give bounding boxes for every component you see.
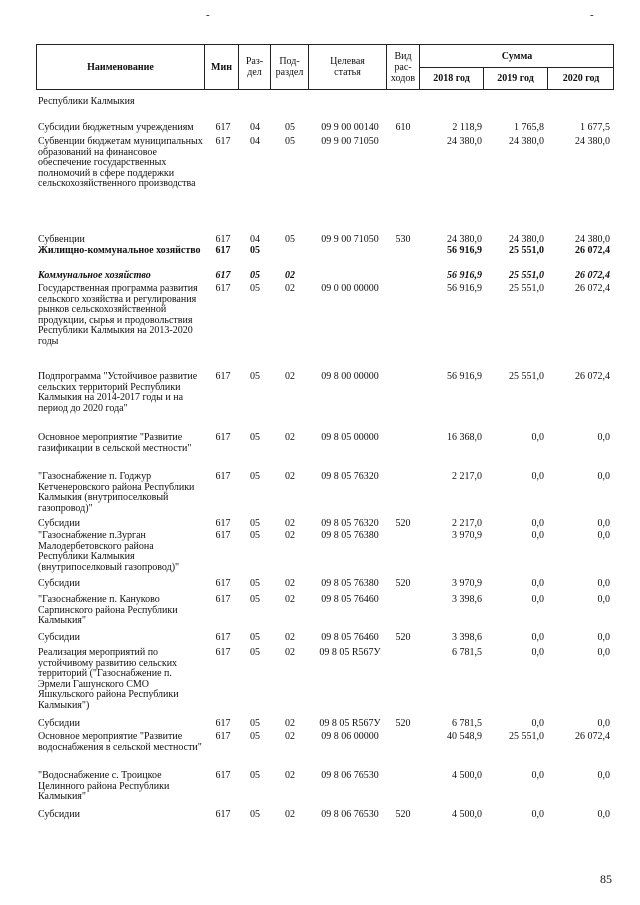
cell-y3: 0,0 [597, 432, 610, 443]
cell-min: 617 [215, 770, 231, 781]
cell-name: Реализация мероприятий по устойчивому развитию сельских территорий ("Газоснабжение п. Эрмели Гашунского СМО Яшкульского района Республики Калмыкия") [38, 647, 179, 711]
cell-min: 617 [215, 718, 231, 729]
cell-tgt: 09 9 00 00140 [321, 122, 379, 133]
cell-min: 617 [215, 432, 231, 443]
cell-y1: 3 398,6 [452, 632, 482, 643]
cell-pr: 05 [285, 234, 295, 245]
cell-name: Основное мероприятие "Развитие водоснабжения в сельской местности" [38, 731, 202, 753]
cell-tgt: 09 9 00 71050 [321, 136, 379, 147]
cell-y2: 25 551,0 [509, 245, 544, 256]
cell-name: "Газоснабжение п. Кануково Сарпинского района Республики Калмыкия" [38, 594, 178, 627]
cell-pr: 02 [285, 530, 295, 541]
cell-y1: 4 500,0 [452, 770, 482, 781]
cell-y2: 0,0 [531, 809, 544, 820]
cell-pr: 02 [285, 632, 295, 643]
cell-y3: 0,0 [597, 471, 610, 482]
cell-rz: 05 [250, 718, 260, 729]
cell-tgt: 09 8 05 00000 [321, 432, 379, 443]
header-vid: Вид рас- ходов [387, 45, 420, 89]
header-min: Мин [205, 45, 239, 89]
cell-vr: 520 [395, 632, 411, 643]
cell-y2: 25 551,0 [509, 270, 544, 281]
cell-rz: 05 [250, 647, 260, 658]
cell-tgt: 09 8 06 00000 [321, 731, 379, 742]
cell-vr: 610 [395, 122, 411, 133]
cell-y3: 26 072,4 [575, 283, 610, 294]
cell-min: 617 [215, 136, 231, 147]
cell-vr: 520 [395, 518, 411, 529]
cell-vr: 520 [395, 578, 411, 589]
cell-name: Основное мероприятие "Развитие газификации в сельской местности" [38, 432, 192, 454]
cell-vr: 520 [395, 718, 411, 729]
cell-min: 617 [215, 632, 231, 643]
cell-y3: 1 677,5 [580, 122, 610, 133]
cell-y3: 0,0 [597, 718, 610, 729]
cell-y1: 3 970,9 [452, 578, 482, 589]
cell-rz: 05 [250, 809, 260, 820]
cell-pr: 02 [285, 518, 295, 529]
cell-y1: 24 380,0 [447, 136, 482, 147]
cell-rz: 05 [250, 731, 260, 742]
cell-y2: 0,0 [531, 647, 544, 658]
cell-rz: 04 [250, 136, 260, 147]
cell-rz: 04 [250, 234, 260, 245]
cell-y3: 0,0 [597, 578, 610, 589]
header-podrazdel: Под- раздел [271, 45, 309, 89]
header-year-2019: 2019 год [484, 67, 548, 89]
cell-y1: 40 548,9 [447, 731, 482, 742]
cell-pr: 05 [285, 122, 295, 133]
cell-vr: 520 [395, 809, 411, 820]
cell-rz: 05 [250, 518, 260, 529]
cell-y1: 2 118,9 [452, 122, 482, 133]
cell-vr: 530 [395, 234, 411, 245]
cell-name: "Газоснабжение п. Годжур Кетченеровского района Республики Калмыкия (внутрипоселковый газопровод)" [38, 471, 195, 514]
cell-name: Субсидии бюджетным учреждениям [38, 122, 194, 133]
cell-y1: 2 217,0 [452, 518, 482, 529]
cell-pr: 02 [285, 731, 295, 742]
cell-pr: 02 [285, 809, 295, 820]
cell-y2: 1 765,8 [514, 122, 544, 133]
cell-rz: 05 [250, 530, 260, 541]
header-razdel: Раз- дел [239, 45, 271, 89]
cell-rz: 05 [250, 594, 260, 605]
cell-y3: 0,0 [597, 632, 610, 643]
cell-name: Коммунальное хозяйство [38, 270, 151, 281]
cell-name: "Газоснабжение п.Зурган Малодербетовского района Республики Калмыкия (внутрипоселковый газопровод)" [38, 530, 180, 573]
cell-min: 617 [215, 122, 231, 133]
cell-min: 617 [215, 471, 231, 482]
cell-name: Субвенции бюджетам муниципальных образований на финансовое обеспечение государственных полномочий в сфере поддержки сельскохозяйственного производства [38, 136, 203, 190]
cell-pr: 02 [285, 594, 295, 605]
cell-y1: 56 916,9 [447, 283, 482, 294]
cell-y3: 26 072,4 [575, 270, 610, 281]
cell-y3: 26 072,4 [575, 245, 610, 256]
cell-y2: 24 380,0 [509, 234, 544, 245]
cell-y2: 0,0 [531, 432, 544, 443]
cell-pr: 02 [285, 283, 295, 294]
cell-y1: 6 781,5 [452, 647, 482, 658]
top-mark-right: - [590, 9, 594, 21]
cell-min: 617 [215, 245, 231, 256]
cell-y2: 25 551,0 [509, 371, 544, 382]
cell-tgt: 09 0 00 00000 [321, 283, 379, 294]
cell-tgt: 09 8 05 76380 [321, 578, 379, 589]
cell-y2: 25 551,0 [509, 283, 544, 294]
cell-y1: 2 217,0 [452, 471, 482, 482]
header-year-2020: 2020 год [562, 72, 600, 84]
cell-name: Субсидии [38, 632, 80, 643]
cell-tgt: 09 8 05 76320 [321, 518, 379, 529]
cell-name: Подпрограмма "Устойчивое развитие сельских территорий Республики Калмыкия на 2014-2017 годы и на период до 2020 года" [38, 371, 198, 414]
cell-tgt: 09 8 00 00000 [321, 371, 379, 382]
cell-y1: 3 398,6 [452, 594, 482, 605]
cell-rz: 05 [250, 432, 260, 443]
cell-pr: 02 [285, 647, 295, 658]
cell-tgt: 09 8 05 76460 [321, 594, 379, 605]
cell-y3: 0,0 [597, 647, 610, 658]
table-header [36, 44, 614, 90]
cell-y1: 16 368,0 [447, 432, 482, 443]
cell-min: 617 [215, 647, 231, 658]
cell-tgt: 09 8 05 76380 [321, 530, 379, 541]
cell-min: 617 [215, 809, 231, 820]
header-sum: Сумма [420, 45, 614, 68]
cell-y2: 0,0 [531, 770, 544, 781]
cell-rz: 05 [250, 245, 260, 256]
cell-y3: 0,0 [597, 518, 610, 529]
cell-y1: 56 916,9 [447, 245, 482, 256]
cell-min: 617 [215, 283, 231, 294]
cell-y2: 0,0 [531, 518, 544, 529]
cell-tgt: 09 8 06 76530 [321, 770, 379, 781]
cell-tgt: 09 8 05 R567У [319, 647, 381, 658]
cell-pr: 02 [285, 432, 295, 443]
header-target: Целевая статья [309, 45, 387, 89]
cell-y2: 25 551,0 [509, 731, 544, 742]
cell-rz: 05 [250, 632, 260, 643]
cell-y2: 0,0 [531, 632, 544, 643]
page-number: 85 [600, 872, 612, 886]
cell-y2: 0,0 [531, 530, 544, 541]
cell-y2: 24 380,0 [509, 136, 544, 147]
cell-name: "Водоснабжение с. Троицкое Целинного района Республики Калмыкия" [38, 770, 170, 803]
cell-y1: 3 970,9 [452, 530, 482, 541]
cell-pr: 02 [285, 770, 295, 781]
cell-rz: 05 [250, 471, 260, 482]
cell-rz: 04 [250, 122, 260, 133]
cell-rz: 05 [250, 371, 260, 382]
cell-y2: 0,0 [531, 718, 544, 729]
cell-min: 617 [215, 518, 231, 529]
cell-rz: 05 [250, 578, 260, 589]
cell-pr: 02 [285, 718, 295, 729]
cell-tgt: 09 8 05 R567У [319, 718, 381, 729]
cell-rz: 05 [250, 770, 260, 781]
cell-y3: 0,0 [597, 809, 610, 820]
cell-pr: 02 [285, 270, 295, 281]
cell-name: Государственная программа развития сельского хозяйства и регулирования рынков сельскохозяйственной продукции, сырья и продовольствия Республики Калмыкия на 2013-2020 годы [38, 283, 198, 347]
top-mark-left: - [206, 9, 210, 21]
cell-pr: 05 [285, 136, 295, 147]
cell-y3: 0,0 [597, 770, 610, 781]
cell-name: Жилищно-коммунальное хозяйство [38, 245, 201, 256]
cell-name: Субсидии [38, 718, 80, 729]
cell-min: 617 [215, 270, 231, 281]
header-name: Наименование [37, 45, 205, 89]
cell-name: Субвенции [38, 234, 85, 245]
cell-y3: 0,0 [597, 530, 610, 541]
cell-y3: 0,0 [597, 594, 610, 605]
cell-y2: 0,0 [531, 471, 544, 482]
cell-y3: 24 380,0 [575, 234, 610, 245]
cell-min: 617 [215, 594, 231, 605]
cell-y1: 6 781,5 [452, 718, 482, 729]
cell-pr: 02 [285, 578, 295, 589]
cell-min: 617 [215, 371, 231, 382]
cell-pr: 02 [285, 371, 295, 382]
cell-rz: 05 [250, 283, 260, 294]
cell-tgt: 09 8 05 76460 [321, 632, 379, 643]
cell-y1: 4 500,0 [452, 809, 482, 820]
cell-name: Субсидии [38, 578, 80, 589]
cell-y1: 56 916,9 [447, 270, 482, 281]
cell-name: Субсидии [38, 518, 80, 529]
cell-rz: 05 [250, 270, 260, 281]
cell-min: 617 [215, 731, 231, 742]
cell-y3: 24 380,0 [575, 136, 610, 147]
cell-y1: 56 916,9 [447, 371, 482, 382]
cell-pr: 02 [285, 471, 295, 482]
cell-min: 617 [215, 578, 231, 589]
document-page: - - Наименование Мин Раз- дел Под- раздел Целевая статья Вид рас- ходов Сумма 2018 год 2019 год 2020 год Республики Калмыкия Субсидии бюджетным учреждениям 617 04 05 09 9 00 00140 610 2 118,9 1 765,8 1 677,5 Субвенции бюджетам муниципальных образований на финансовое обеспечение государственных полномочий в сфере поддержки сельскохозяйственного производства 617 04 05 09 9 00 71050 24 380,0 24 380,0 24 380,0 Субвенции 617 04 05 09 9 00 71050 530 24 380,0 24 380,0 24 380,0 Жилищно-коммунальное хозяйство 617 05 56 916,9 25 551,0 26 072,4 Коммунальное хозяйство 617 05 02 56 916,9 25 551,0 26 072,4 Государственная программа развития сельского хозяйства и регулирования рынков сельскохозяйственной продукции, сырья и продовольствия Республики Калмыкия на 2013-2020 годы 617 05 02 09 0 00 00000 56 916,9 25 551,0 26 072,4 Подпрограмма "Устойчивое развитие сельских территорий Республики Калмыкия на 2014-2017 годы и на период до 2020 года" 617 05 02 09 8 00 00000 56 916,9 25 551,0 26 072,4 Основное мероприятие "Развитие газификации в сельской местности" 617 05 02 09 8 05 00000 16 368,0 0,0 0,0 "Газоснабжение п. Годжур Кетченеровского района Республики Калмыкия (внутрипоселковый газопровод)" 617 05 02 09 8 05 76320 2 217,0 0,0 0,0 Субсидии 617 05 02 09 8 05 76320 520 2 217,0 0,0 0,0 "Газоснабжение п.Зурган Малодербетовского района Республики Калмыкия (внутрипоселковый газопровод)" 617 05 02 09 8 05 76380 3 970,9 0,0 0,0 Субсидии 617 05 02 09 8 05 76380 520 3 970,9 0,0 0,0 "Газоснабжение п. Кануково Сарпинского района Республики Калмыкия" 617 05 02 09 8 05 76460 3 398,6 0,0 0,0 Субсидии 617 05 02 09 8 05 76460 520 3 398,6 0,0 0,0 Реализация мероприятий по устойчивому развитию сельских территорий ("Газоснабжение п. Эрмели Гашунского СМО Яшкульского района Республики Калмыкия") 617 05 02 09 8 05 R567У 6 781,5 0,0 0,0 Субсидии 617 05 02 09 8 05 R567У 520 6 781,5 0,0 0,0 Основное мероприятие "Развитие водоснабжения в сельской местности" 617 05 02 09 8 06 00000 40 548,9 25 551,0 26 072,4 "Водоснабжение с. Троицкое Целинного района Республики Калмыкия" 617 05 02 09 8 06 76530 4 500,0 0,0 0,0 Субсидии 617 05 02 09 8 06 76530 520 4 500,0 0,0 0,0 85 [38, 9, 612, 886]
cell-y3: 26 072,4 [575, 731, 610, 742]
cell-tgt: 09 8 06 76530 [321, 809, 379, 820]
header-year-2018: 2018 год [420, 67, 484, 89]
cell-y2: 0,0 [531, 578, 544, 589]
cell-min: 617 [215, 530, 231, 541]
cell-y1: 24 380,0 [447, 234, 482, 245]
cell-name: Субсидии [38, 809, 80, 820]
cell-tgt: 09 8 05 76320 [321, 471, 379, 482]
cell-y3: 26 072,4 [575, 371, 610, 382]
cell-tgt: 09 9 00 71050 [321, 234, 379, 245]
cell-min: 617 [215, 234, 231, 245]
cell-y2: 0,0 [531, 594, 544, 605]
